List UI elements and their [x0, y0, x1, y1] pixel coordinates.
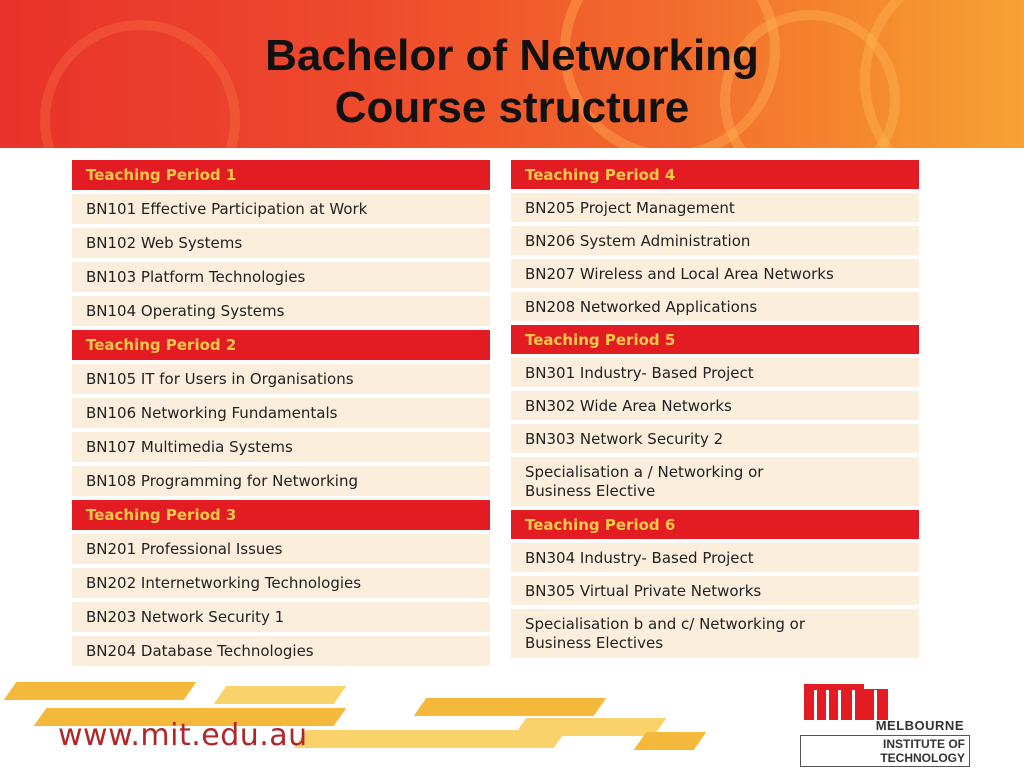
website-url[interactable]: www.mit.edu.au: [58, 718, 308, 753]
left-course-column: [72, 160, 490, 670]
course-row: BN304 Industry- Based Project: [511, 543, 919, 572]
teaching-period-header: Teaching Period 6: [511, 510, 919, 539]
institution-name: [800, 718, 970, 767]
course-row: Specialisation b and c/ Networking or Business Electives: [511, 609, 919, 658]
title-line-2: Course structure: [334, 83, 690, 132]
course-row: BN302 Wide Area Networks: [511, 391, 919, 420]
course-row: BN203 Network Security 1: [72, 602, 490, 632]
logo-line-2: INSTITUTE OF TECHNOLOGY: [800, 735, 970, 767]
course-row: BN108 Programming for Networking: [72, 466, 490, 496]
page-title: [0, 30, 1024, 134]
course-row: BN107 Multimedia Systems: [72, 432, 490, 462]
course-row: BN105 IT for Users in Organisations: [72, 364, 490, 394]
course-row: BN207 Wireless and Local Area Networks: [511, 259, 919, 288]
course-row: BN101 Effective Participation at Work: [72, 194, 490, 224]
right-course-column: [511, 160, 919, 662]
course-row: BN103 Platform Technologies: [72, 262, 490, 292]
course-row: BN206 System Administration: [511, 226, 919, 255]
logo-line-1: MELBOURNE: [875, 718, 964, 733]
course-row: BN305 Virtual Private Networks: [511, 576, 919, 605]
title-line-1: Bachelor of Networking: [265, 31, 759, 80]
teaching-period-header: Teaching Period 1: [72, 160, 490, 190]
course-row: BN208 Networked Applications: [511, 292, 919, 321]
teaching-period-header: Teaching Period 2: [72, 330, 490, 360]
teaching-period-header: Teaching Period 4: [511, 160, 919, 189]
course-row: BN104 Operating Systems: [72, 296, 490, 326]
course-row: BN204 Database Technologies: [72, 636, 490, 666]
course-row: BN102 Web Systems: [72, 228, 490, 258]
course-row: BN205 Project Management: [511, 193, 919, 222]
teaching-period-header: Teaching Period 3: [72, 500, 490, 530]
course-row: BN201 Professional Issues: [72, 534, 490, 564]
teaching-period-header: Teaching Period 5: [511, 325, 919, 354]
course-row: BN301 Industry- Based Project: [511, 358, 919, 387]
course-row: BN303 Network Security 2: [511, 424, 919, 453]
course-row: Specialisation a / Networking or Business Elective: [511, 457, 919, 506]
course-row: BN106 Networking Fundamentals: [72, 398, 490, 428]
course-row: BN202 Internetworking Technologies: [72, 568, 490, 598]
